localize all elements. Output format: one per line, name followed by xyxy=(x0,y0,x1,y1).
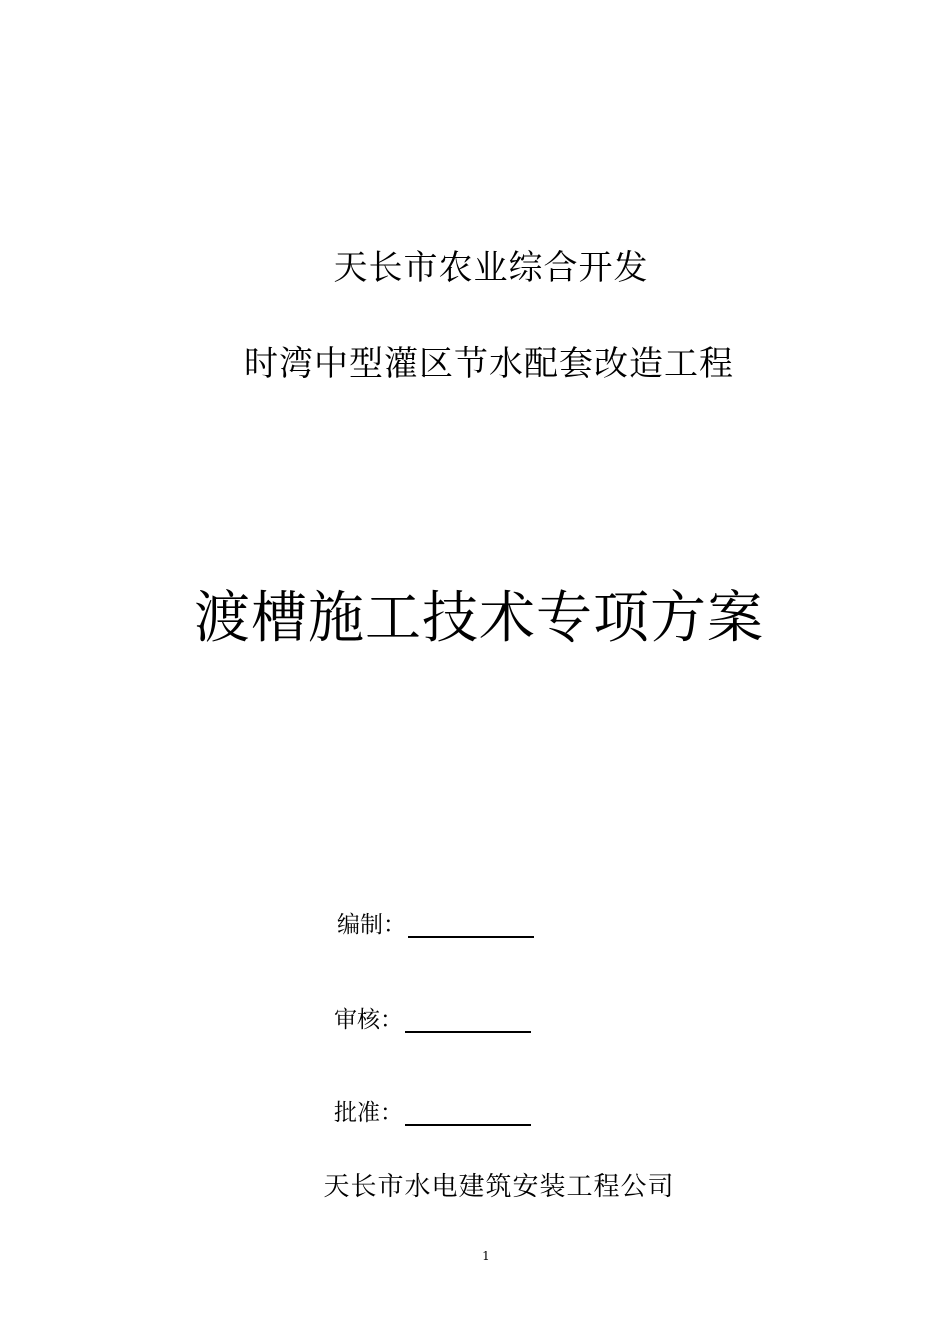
project-title-line-2: 时湾中型灌区节水配套改造工程 xyxy=(244,344,734,384)
reviewed-by-row xyxy=(334,1001,531,1035)
page-number: 1 xyxy=(482,1249,490,1263)
reviewed-by-label: 审核： xyxy=(334,1007,403,1033)
approved-by-row xyxy=(334,1094,531,1128)
company-name: 天长市水电建筑安装工程公司 xyxy=(323,1172,675,1202)
approved-by-signature-line xyxy=(405,1124,531,1126)
project-title-line-1: 天长市农业综合开发 xyxy=(333,248,649,288)
reviewed-by-signature-line xyxy=(405,1031,531,1033)
prepared-by-label: 编制： xyxy=(337,912,406,938)
approved-by-label: 批准： xyxy=(334,1100,403,1126)
prepared-by-row xyxy=(337,906,534,940)
main-title: 渡槽施工技术专项方案 xyxy=(194,586,764,651)
prepared-by-signature-line xyxy=(408,936,534,938)
